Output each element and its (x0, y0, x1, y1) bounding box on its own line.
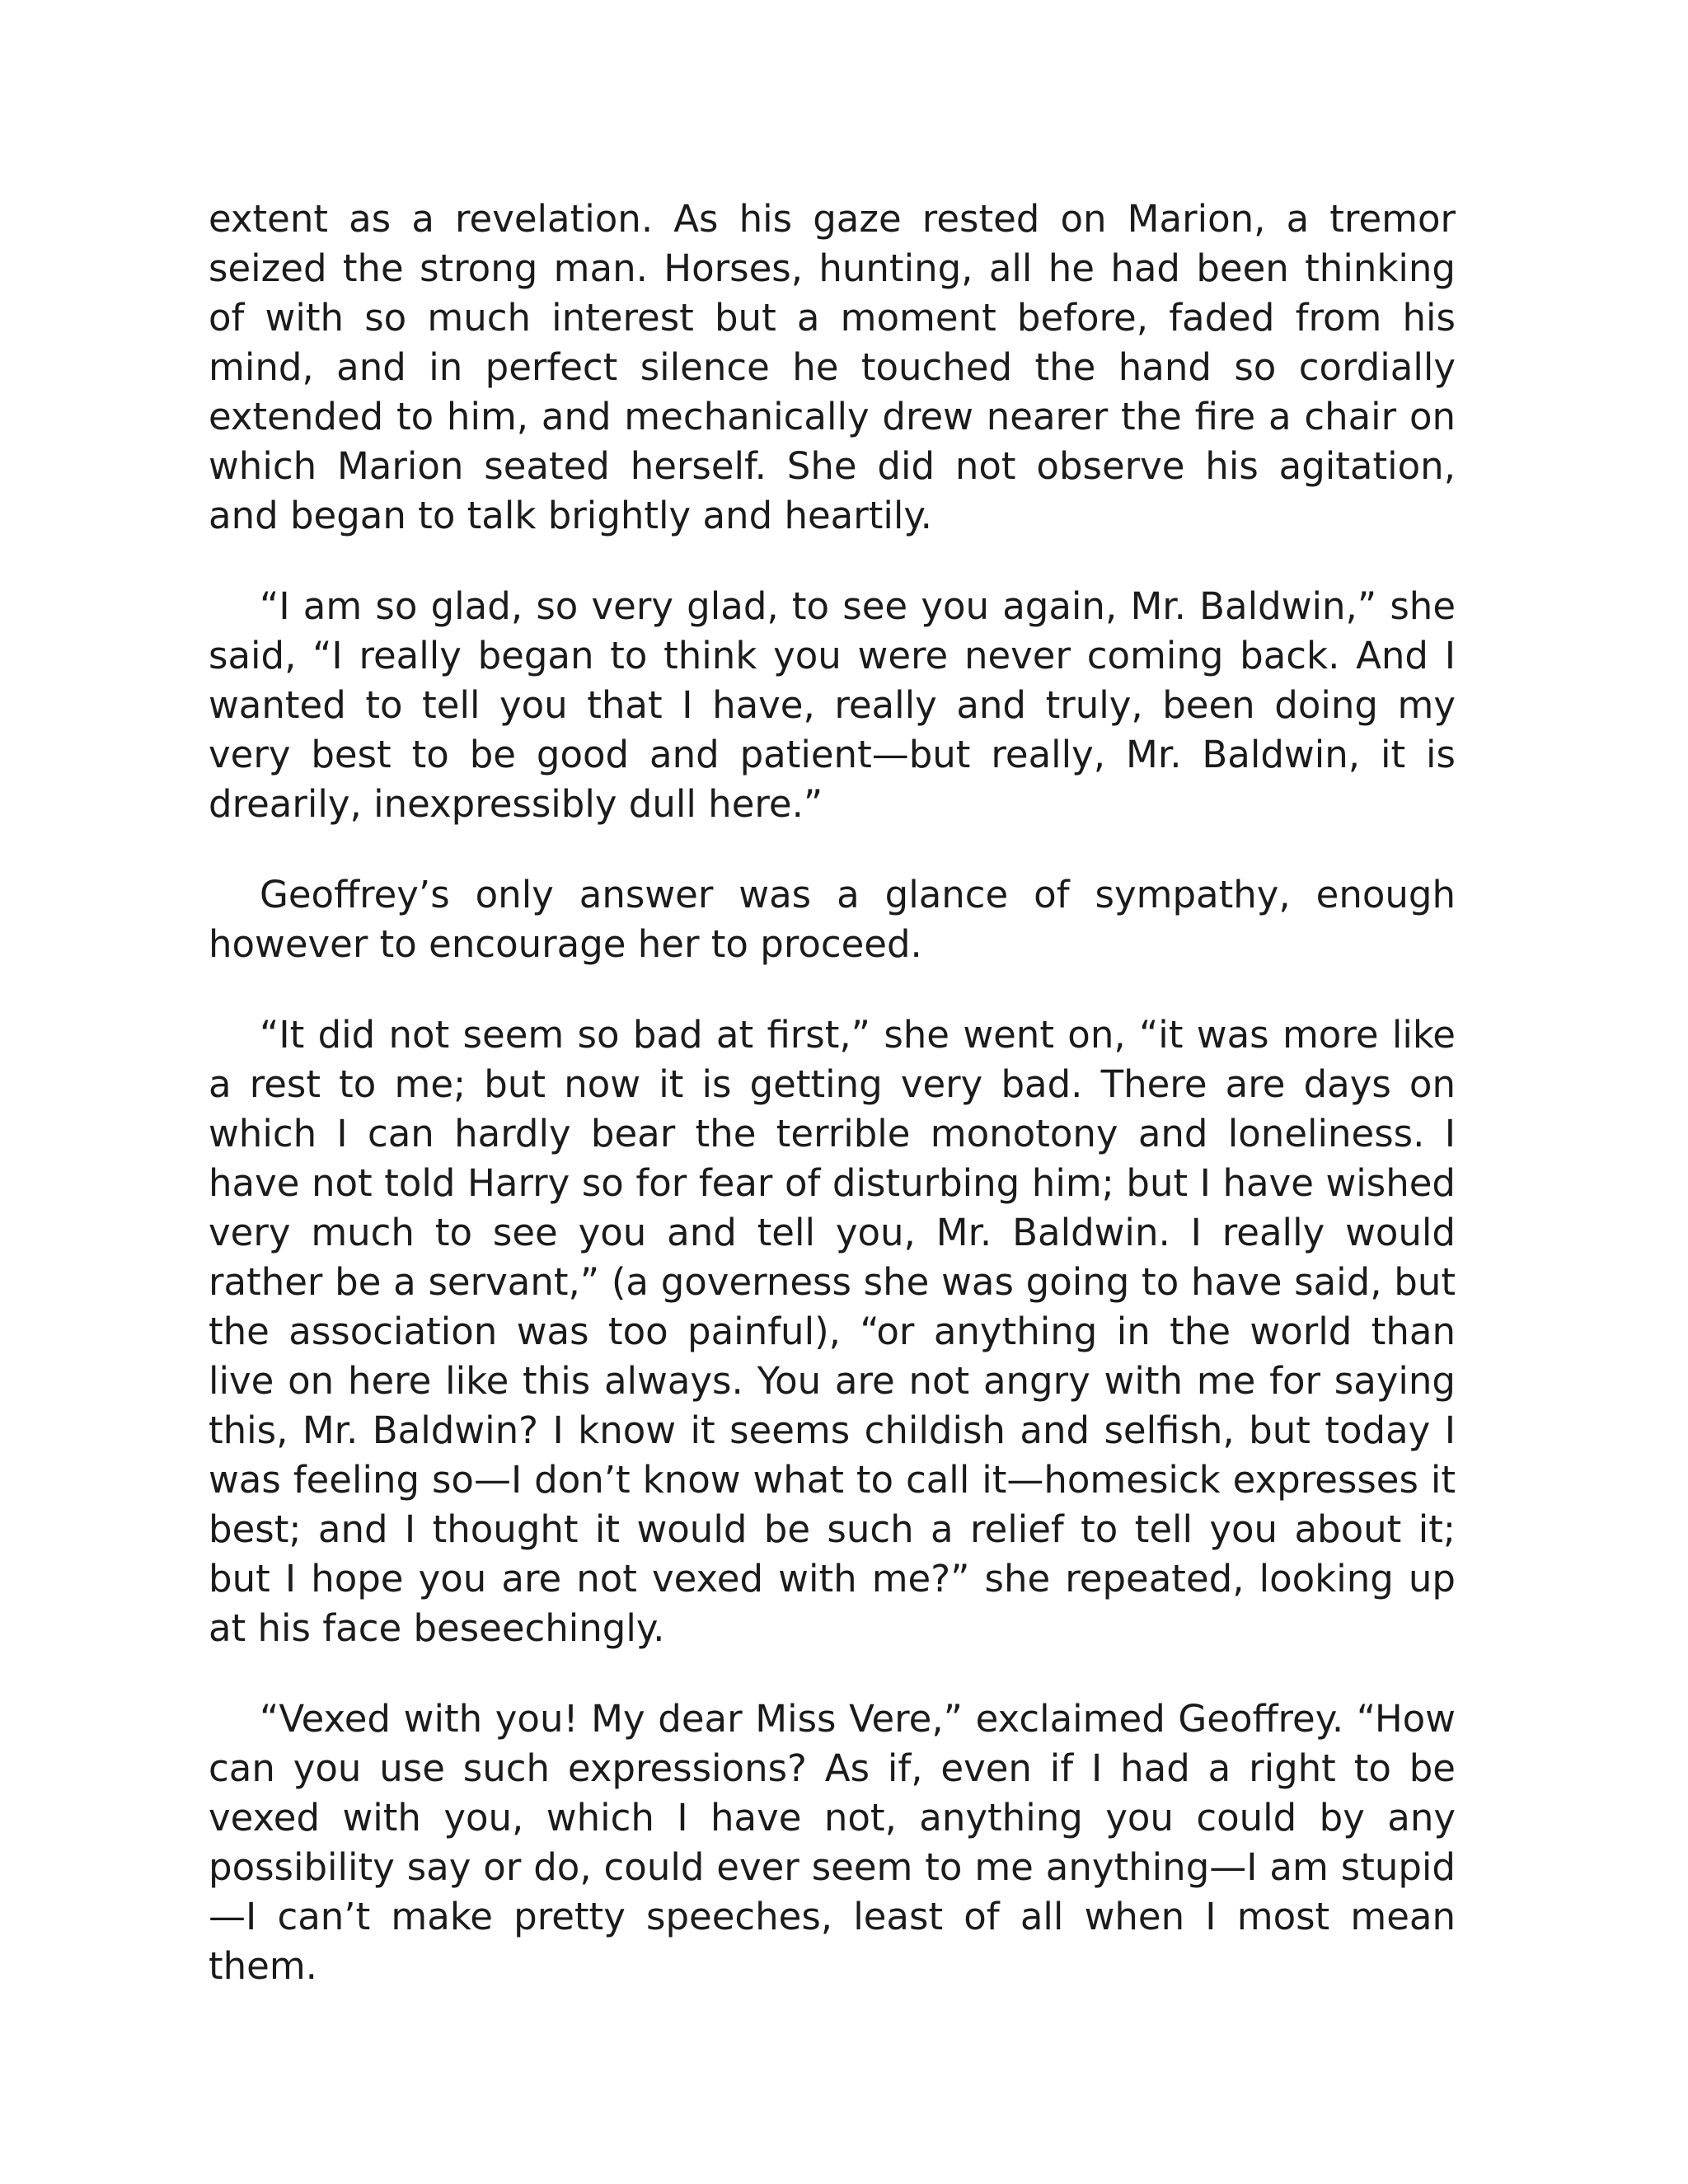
paragraph-5: “Vexed with you! My dear Miss Vere,” exclaimed Geoffrey. “How can you use such expressions? As if, even if I had a right to be vexed with you, which I have not, anything you could by any possibility say or do, could ever seem to me anything—I am stupid—I can’t make pretty speeches, least of all when I most mean them. (209, 1697, 1456, 1988)
paragraph-3: Geoffrey’s only answer was a glance of sympathy, enough however to encourage her to proceed. (209, 873, 1456, 966)
paragraph-1: extent as a revelation. As his gaze rested on Marion, a tremor seized the strong man. Horses, hunting, all he had been thinking of with so much interest but a moment before, faded from his mind, and in perfect silence he touched the hand so cordially extended to him, and mechanically drew nearer the fire a chair on which Marion seated herself. She did not observe his agitation, and began to talk brightly and heartily. (209, 197, 1456, 537)
paragraph-4: “It did not seem so bad at first,” she went on, “it was more like a rest to me; but now it is getting very bad. There are days on which I can hardly bear the terrible monotony and loneliness. I have not told Harry so for fear of disturbing him; but I have wished very much to see you and tell you, Mr. Baldwin. I really would rather be a servant,” (a governess she was going to have said, but the association was too painful), “or anything in the world than live on here like this always. You are not angry with me for saying this, Mr. Baldwin? I know it seems childish and selfish, but today I was feeling so—I don’t know what to call it—homesick expresses it best; and I thought it would be such a relief to tell you about it; but I hope you are not vexed with me?” she repeated, looking up at his face beseechingly. (209, 1013, 1456, 1650)
paragraph-2: “I am so glad, so very glad, to see you again, Mr. Baldwin,” she said, “I really began to think you were never coming back. And I wanted to tell you that I have, really and truly, been doing my very best to be good and patient—but really, Mr. Baldwin, it is drearily, inexpressibly dull here.” (209, 584, 1456, 826)
book-page (209, 194, 1456, 1991)
